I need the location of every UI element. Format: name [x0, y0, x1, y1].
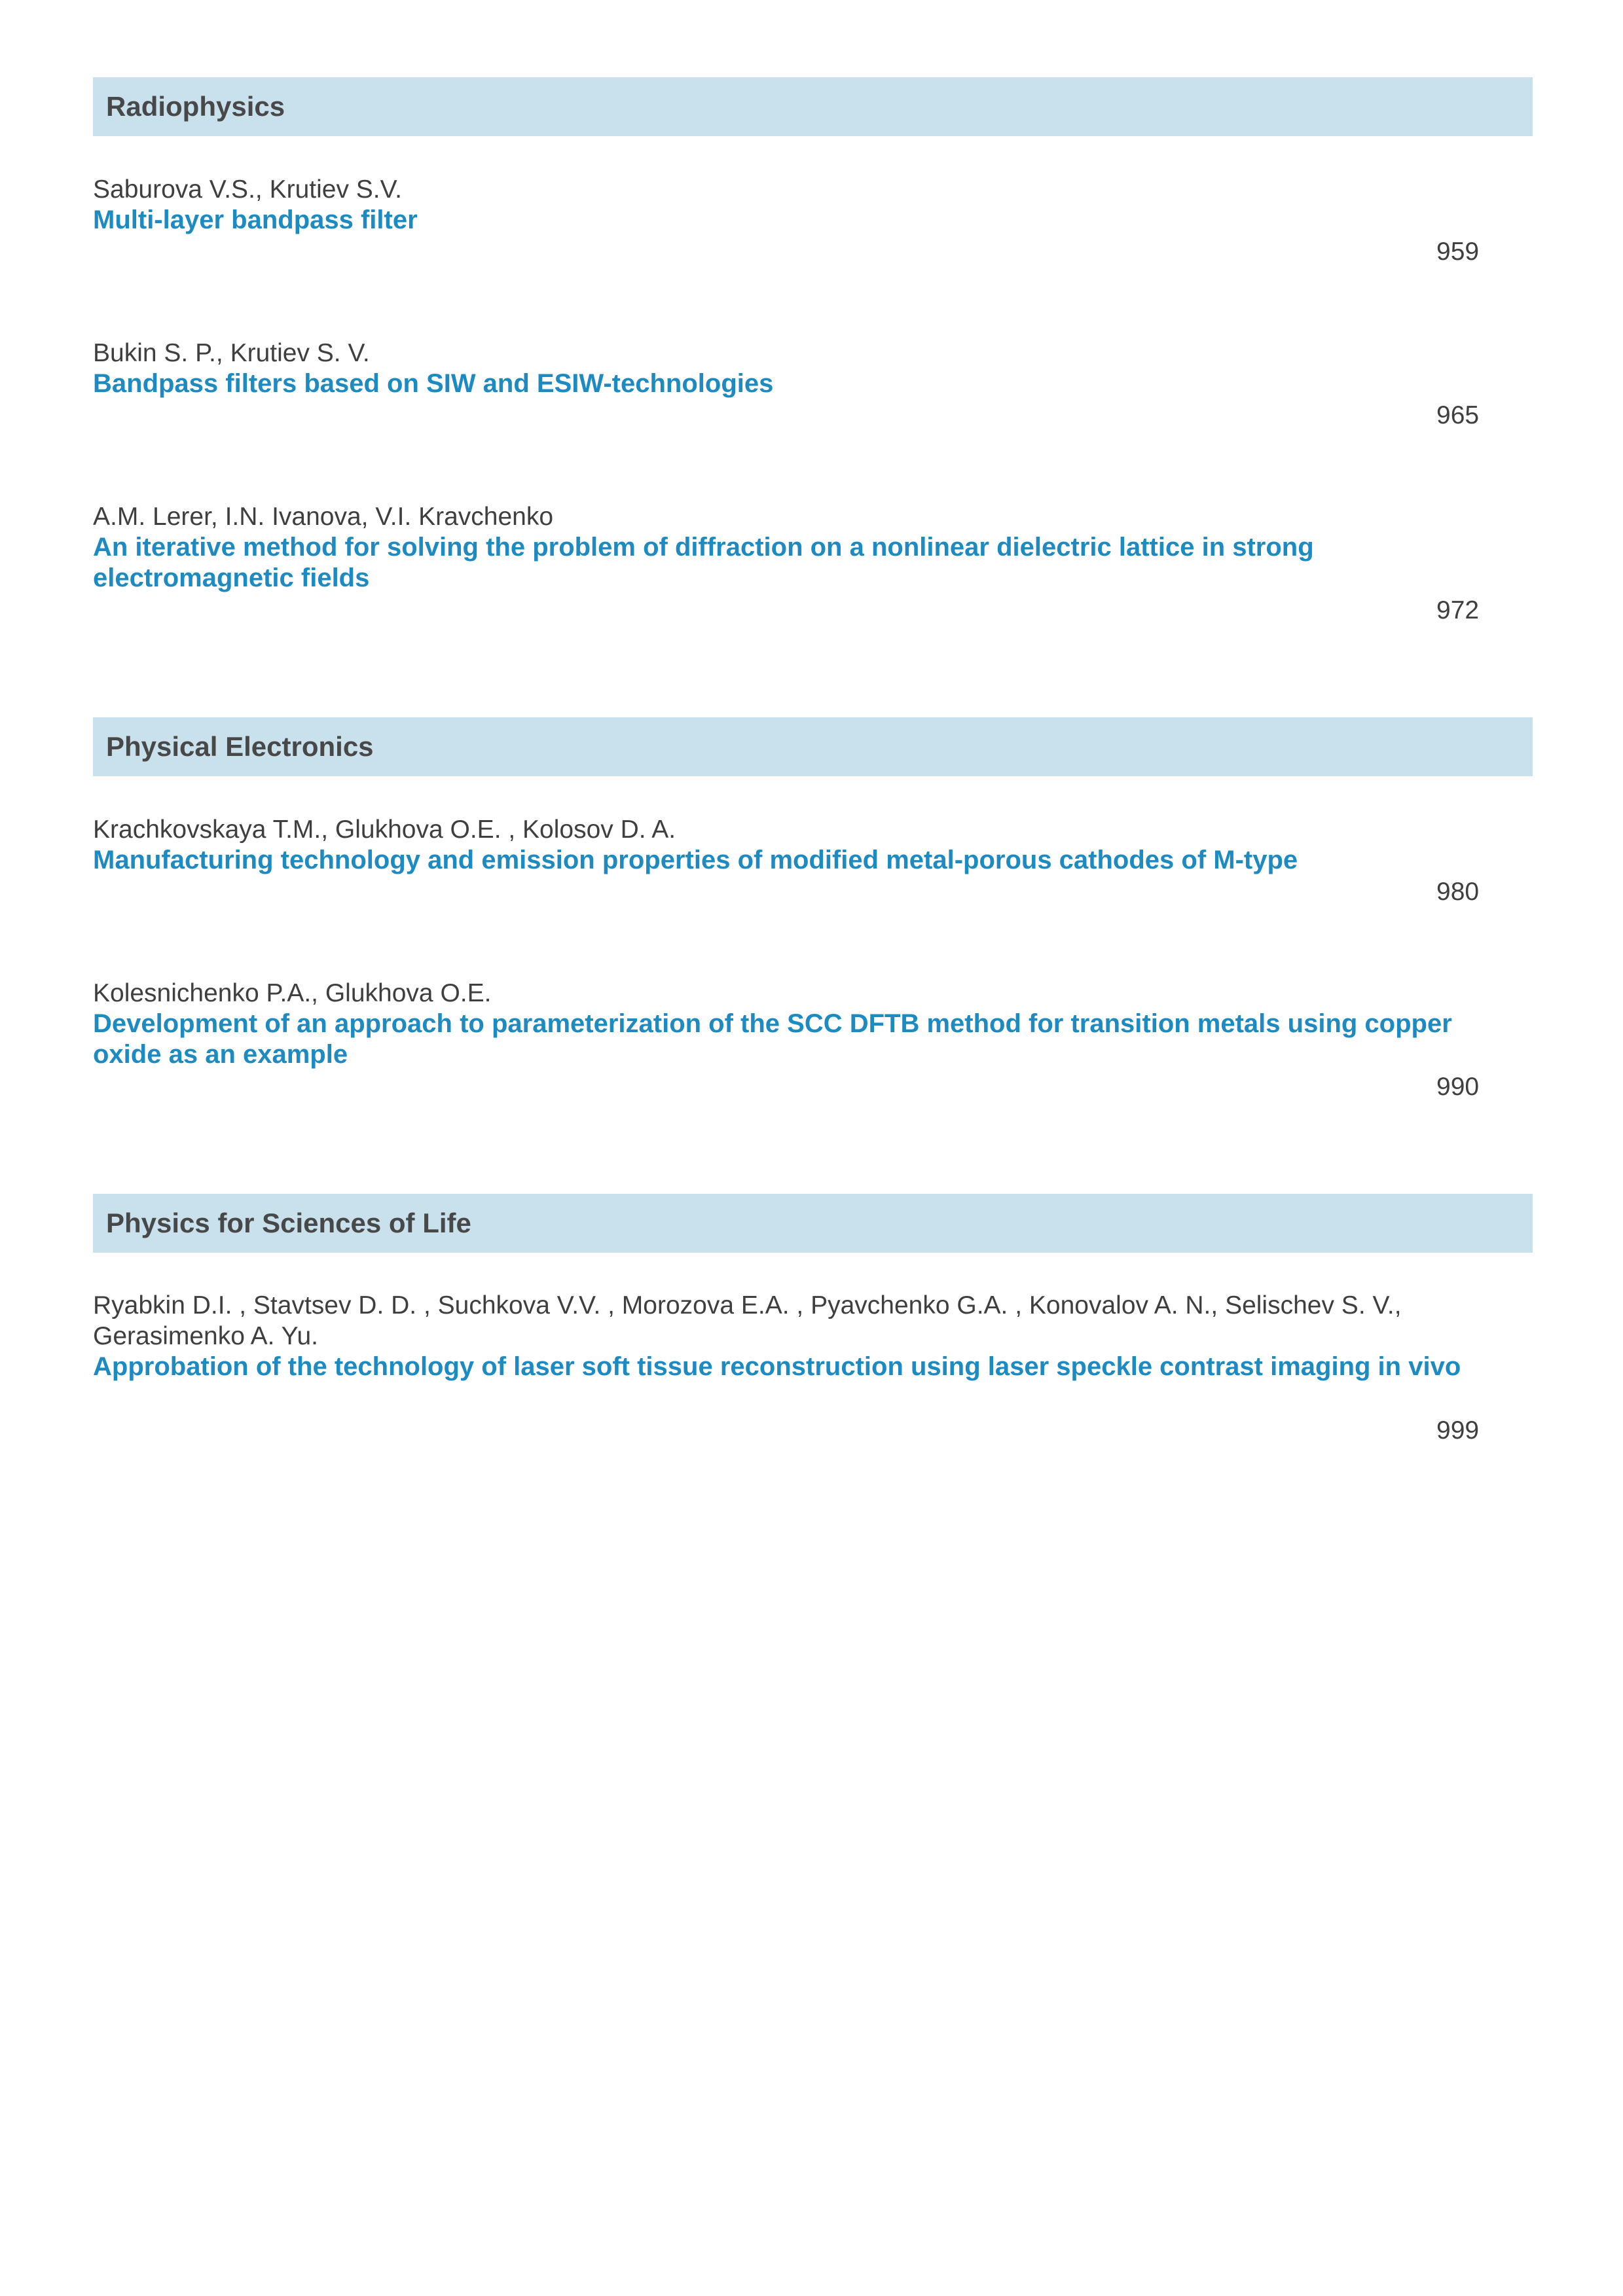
entry-page-number: 972	[1436, 596, 1480, 624]
entry-title-link[interactable]: Approbation of the technology of laser soft tissue reconstruction using laser speckle contrast imaging in vivo	[93, 1352, 1461, 1381]
section-header-radiophysics	[93, 77, 1533, 136]
section-title: Physics for Sciences of Life	[106, 1208, 471, 1238]
entry-title-link[interactable]: Bandpass filters based on SIW and ESIW-technologies	[93, 369, 774, 398]
toc-entry	[93, 174, 1494, 236]
entry-page-number: 959	[1436, 238, 1480, 266]
entry-title-link[interactable]: An iterative method for solving the problem of diffraction on a nonlinear dielectric lattice in strong electromagnetic fields	[93, 533, 1314, 592]
entry-title-link[interactable]: Multi-layer bandpass filter	[93, 206, 418, 234]
section-title: Radiophysics	[106, 91, 285, 122]
entry-title-link[interactable]: Manufacturing technology and emission properties of modified metal-porous cathodes of M-type	[93, 846, 1298, 874]
entry-page-number: 999	[1436, 1416, 1480, 1444]
entry-authors: Saburova V.S., Krutiev S.V.	[93, 175, 402, 204]
section-header-physics-for-sciences-of-life	[93, 1194, 1533, 1253]
toc-entry	[93, 978, 1494, 1070]
entry-authors: Bukin S. P., Krutiev S. V.	[93, 339, 370, 367]
section-header-physical-electronics	[93, 717, 1533, 776]
section-title: Physical Electronics	[106, 731, 374, 762]
entry-page-number: 990	[1436, 1073, 1480, 1101]
entry-authors: A.M. Lerer, I.N. Ivanova, V.I. Kravchenko	[93, 503, 554, 531]
entry-authors: Ryabkin D.I. , Stavtsev D. D. , Suchkova V.V. , Morozova E.A. , Pyavchenko G.A. , Konovalov A. N., Selischev S. V., Gerasimenko A. Yu.	[93, 1291, 1402, 1350]
toc-entry	[93, 338, 1494, 399]
toc-entry	[93, 814, 1494, 876]
entry-authors: Kolesnichenko P.A., Glukhova O.E.	[93, 979, 492, 1007]
entry-page-number: 980	[1436, 878, 1480, 906]
entry-title-link[interactable]: Development of an approach to parameterization of the SCC DFTB method for transition metals using copper oxide as an example	[93, 1009, 1452, 1069]
entry-authors: Krachkovskaya T.M., Glukhova O.E. , Kolosov D. A.	[93, 816, 676, 844]
entry-page-number: 965	[1436, 401, 1480, 429]
toc-entry	[93, 501, 1494, 594]
toc-entry	[93, 1290, 1494, 1382]
